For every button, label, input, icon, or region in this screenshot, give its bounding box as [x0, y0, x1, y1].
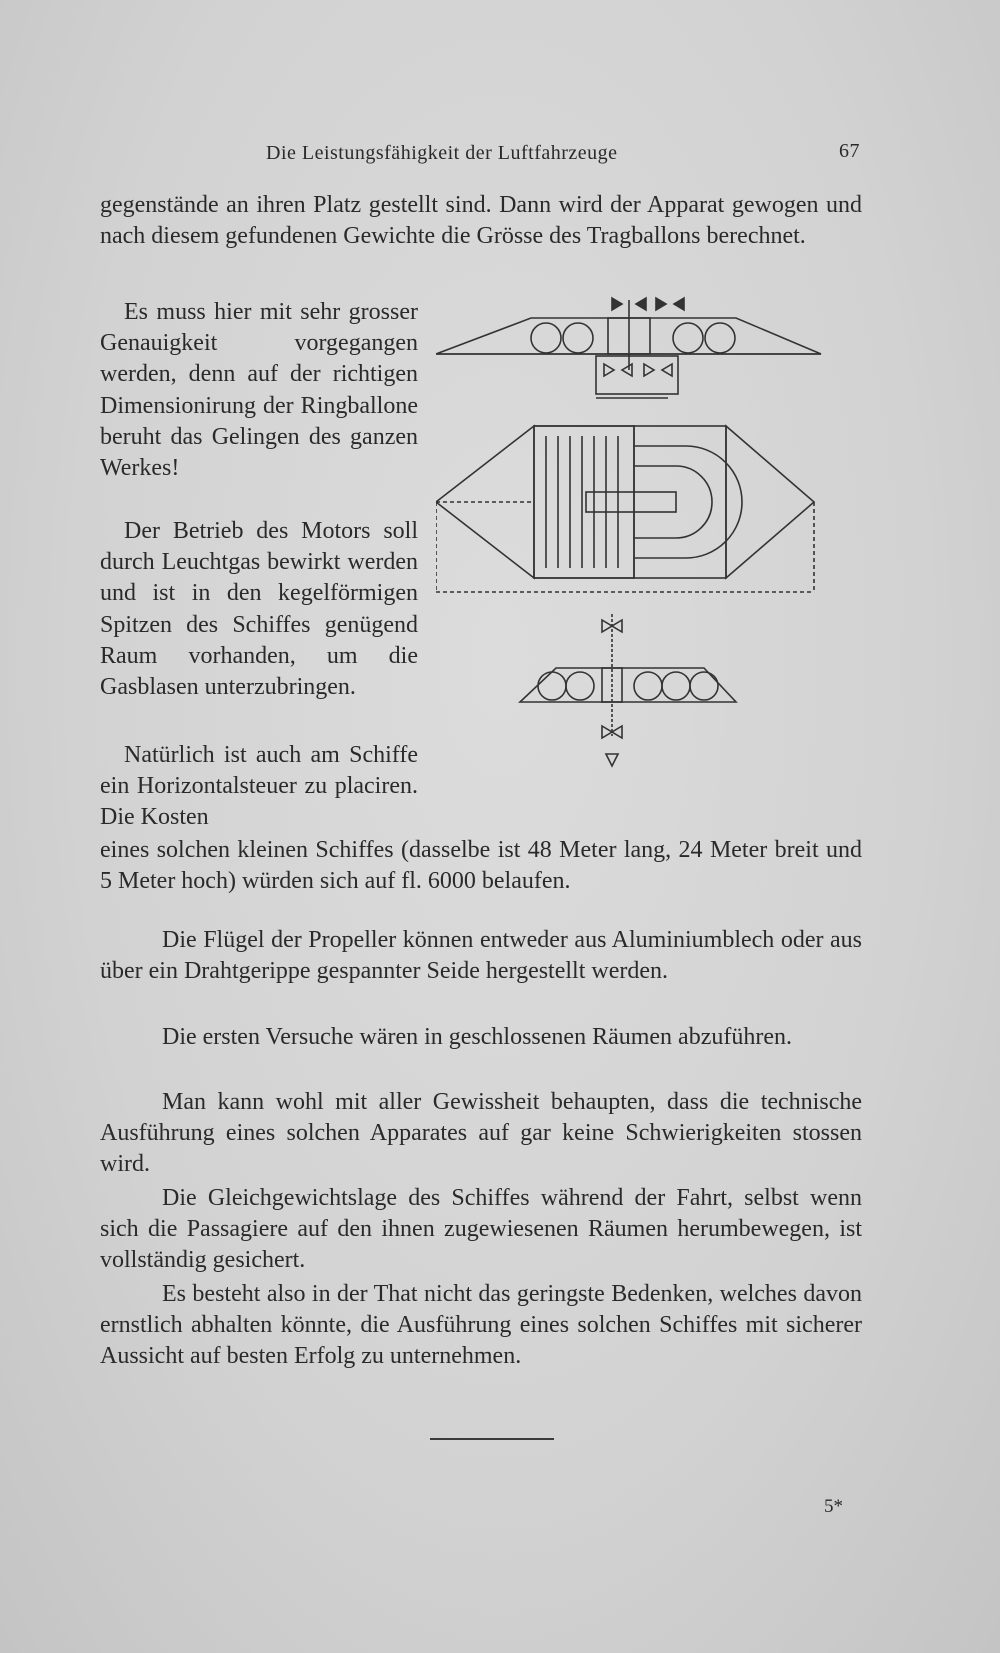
paragraph-9: Es besteht also in der That nicht das geringste Bedenken, welches davon ernstlich abhalten könnte, die Ausführung eines solchen Schiffes mit sicherer Aussicht auf besten Erfolg zu unternehmen.	[100, 1281, 862, 1370]
page-number: 67	[839, 140, 860, 162]
paragraph-3: Der Betrieb des Motors soll durch Leuchtgas bewirkt werden und ist in den kegelförmigen Spitzen des Schiffes genügend Raum vorhanden, um die Gasblasen unterzubringen.	[100, 518, 418, 701]
paragraph-5: Die Flügel der Propeller können entweder aus Aluminiumblech oder aus über ein Drahtgerippe gespannter Seide hergestellt werden.	[100, 927, 862, 985]
side-elevation-view	[436, 298, 821, 398]
paragraph-1: gegenstände an ihren Platz gestellt sind. Dann wird der Apparat gewogen und nach diesem gefundenen Gewichte die Grösse des Tragballons berechnet.	[100, 192, 862, 250]
paragraph-7: Man kann wohl mit aller Gewissheit behaupten, dass die technische Ausführung eines solchen Apparates auf gar keine Schwierigkeiten stossen wird.	[100, 1089, 862, 1178]
airship-technical-drawing	[436, 296, 856, 808]
paragraph-2: Es muss hier mit sehr grosser Genauigkeit vorgegangen werden, denn auf der richtigen Dimensionirung der Ringballone beruht das Gelingen des ganzen Werkes!	[100, 299, 418, 482]
running-title: Die Leistungsfähigkeit der Luftfahrzeuge	[266, 142, 618, 164]
signature-mark: 5*	[824, 1496, 843, 1517]
paragraph-4-end: eines solchen kleinen Schiffes (dasselbe ist 48 Meter lang, 24 Meter breit und 5 Meter hoch) würden sich auf fl. 6000 belaufen.	[100, 837, 862, 895]
paragraph-4-start: Natürlich ist auch am Schiffe ein Horizontalsteuer zu placiren. Die Kosten	[100, 742, 418, 831]
section-divider-rule	[430, 1438, 554, 1440]
paragraph-6: Die ersten Versuche wären in geschlossenen Räumen abzuführen.	[162, 1024, 792, 1050]
paragraph-8: Die Gleichgewichtslage des Schiffes während der Fahrt, selbst wenn sich die Passagiere auf den ihnen zugewiesenen Räumen herumbewegen, ist vollständig gesichert.	[100, 1185, 862, 1274]
running-head	[100, 140, 860, 174]
cross-section-view	[520, 614, 736, 766]
plan-view	[436, 426, 814, 592]
